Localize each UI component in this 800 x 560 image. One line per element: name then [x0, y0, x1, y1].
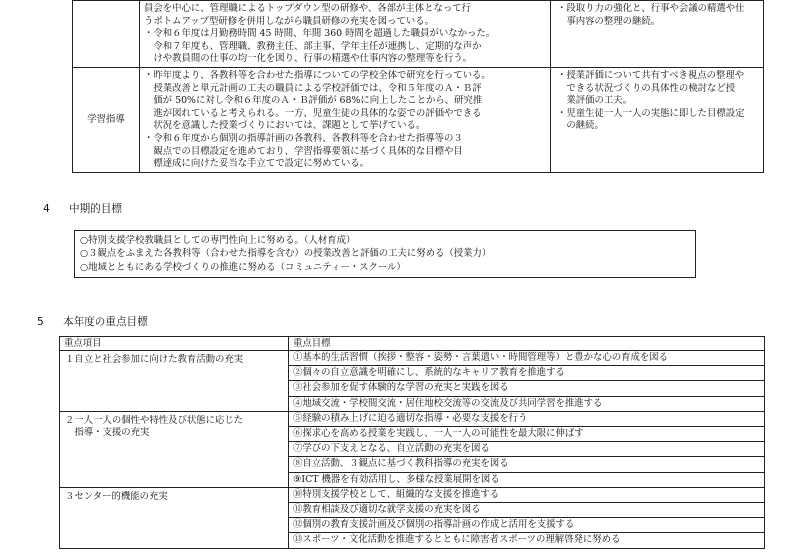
- item-line: ３センター的機能の充実: [65, 490, 168, 502]
- table-row: [60, 411, 765, 487]
- priority-goals: [289, 487, 765, 548]
- item-line: 指導・支援の充実: [65, 427, 150, 439]
- priority-item: [60, 351, 289, 412]
- current-status-cell: [140, 1, 551, 68]
- text-line: ・段取り力の強化と、行事や会議の精選や仕: [557, 3, 745, 14]
- section-5-heading: [37, 316, 148, 329]
- section-title: 中期的目標: [69, 203, 122, 215]
- goal-line: ⑫個別の教育支援計画及び個別の指導計画の作成と活用を支援する: [289, 518, 764, 533]
- priority-item: [60, 411, 289, 487]
- text-line: 観点での目標設定を進めており、学習指導要領に基づく具体的な目標や目: [144, 145, 463, 157]
- goal-line: ⑪教育相談及び適切な就学支援の充実を図る: [289, 503, 764, 518]
- text-line: ・児童生徒一人一人の実態に即した目標設定: [557, 107, 745, 119]
- priority-goals: [289, 351, 765, 412]
- goal-line: ⑬スポーツ・文化活動を推進するとともに障害者スポーツの理解啓発に努める: [293, 534, 621, 546]
- goal-line: ⑩特別支援学校として、組織的な支援を推進する: [289, 488, 764, 503]
- goal-line: ⑦学びの下支えとなる、自立活動の充実を図る: [289, 442, 764, 457]
- text-line: 事内容の整理の継続。: [557, 15, 661, 27]
- item-line: ２一人一人の個性や特性及び状態に応じた: [65, 414, 244, 426]
- goal-line: ②個々の自立意識を明確にし、系統的なキャリア教育を推進する: [289, 366, 764, 381]
- text-line: 業評価の工夫。: [557, 95, 633, 107]
- table-row: [60, 351, 765, 412]
- goal-line: ⑨ICT 機器を有効活用し、多様な授業展開を図る: [293, 473, 500, 485]
- table-header-row: [60, 337, 765, 351]
- improvement-cell: [551, 67, 764, 172]
- text-line: ・令和６年度は月勤務時間 45 時間、年間 360 時間を超過した職員がいなかった。: [144, 28, 496, 40]
- goal-line: ③社会参加を促す体験的な学習の充実と実践を図る: [289, 381, 764, 396]
- row-label: 学習指導: [73, 67, 140, 172]
- section-number: 4: [43, 203, 50, 215]
- improvement-cell: [551, 1, 764, 68]
- goal-line: ○地域とともにある学校づくりの推進に努める（コミュニティー・スクール）: [80, 261, 406, 273]
- current-status-cell: [140, 67, 551, 172]
- text-line: できる状況づくりの具体性の検討など授: [557, 82, 736, 94]
- text-line: 令和７年度も、管理職、教務主任、部主事、学年主任が連携し、定期的な声か: [144, 40, 482, 52]
- text-line: けや教員間の仕事の均一化を図り、行事の精選や仕事内容の整理等を行う。: [144, 53, 473, 65]
- item-line: １自立と社会参加に向けた教育活動の充実: [65, 354, 244, 365]
- row-label: [73, 1, 140, 68]
- header-goal: 重点目標: [289, 337, 765, 351]
- text-line: の継続。: [557, 120, 604, 132]
- text-line: 価が 50%に対し令和６年度のＡ・Ｂ評価が 68%に向上したことから、研究推: [144, 95, 483, 107]
- priority-item: [60, 487, 289, 548]
- text-line: 標達成に向けた妥当な手立てで設定に努めている。: [144, 158, 370, 170]
- section-number: 5: [37, 316, 44, 328]
- goal-line: ①基本的生活習慣（挨拶・整容・姿勢・言葉遣い・時間管理等）と豊かな心の育成を図る: [289, 351, 764, 366]
- priority-goals-table: [59, 336, 765, 549]
- text-line: ・令和６年度から個別の指導計画の各教科、各教科等を合わせた指導等の３: [144, 132, 463, 144]
- goal-line: ○３観点をふまえた各教科等（合わせた指導を含む）の授業改善と評価の工夫に努める（授業力）: [80, 248, 492, 260]
- table-row: [60, 487, 765, 548]
- text-line: 状況を意識した授業づくりにおいては、課題として挙げている。: [144, 120, 426, 132]
- goal-line: ⑤経験の積み上げに迫る適切な指導・必要な支援を行う: [289, 412, 764, 427]
- goal-line: ⑥探求心を高める授業を実践し、一人一人の可能性を最大限に伸ばす: [289, 427, 764, 442]
- section-4-heading: [43, 203, 122, 216]
- table-row: [73, 67, 764, 172]
- mid-term-goals-box: [74, 230, 696, 278]
- header-item: 重点項目: [60, 337, 289, 351]
- text-line: ・昨年度より、各教科等を合わせた指導についての学校全体で研究を行っている。: [144, 69, 491, 81]
- goal-line: ④地域交流・学校間交流・居住地校交流等の交流及び共同学習を推進する: [293, 397, 603, 409]
- goal-line: ⑧自立活動、３観点に基づく教科指導の充実を図る: [289, 457, 764, 472]
- table-row: [73, 1, 764, 68]
- text-line: うボトムアップ型研修を併用しながら職員研修の充実を図っている。: [144, 15, 434, 27]
- text-line: ・授業評価について共有すべき視点の整理や: [557, 69, 745, 81]
- section-title: 本年度の重点目標: [63, 316, 148, 328]
- text-line: 授業改善と単元計画の工夫の職員による学校評価では、令和５年度のＡ・Ｂ評: [144, 82, 482, 94]
- text-line: 員会を中心に、管理職によるトップダウン型の研修や、各部が主体となって行: [144, 3, 472, 14]
- priority-goals: [289, 411, 765, 487]
- text-line: 進が図れていると考えられる。一方、児童生徒の具体的な姿での評価やできる: [144, 107, 482, 119]
- goal-line: ○特別支援学校教職員としての専門性向上に努める。（人材育成）: [80, 235, 356, 246]
- evaluation-table: [72, 0, 764, 173]
